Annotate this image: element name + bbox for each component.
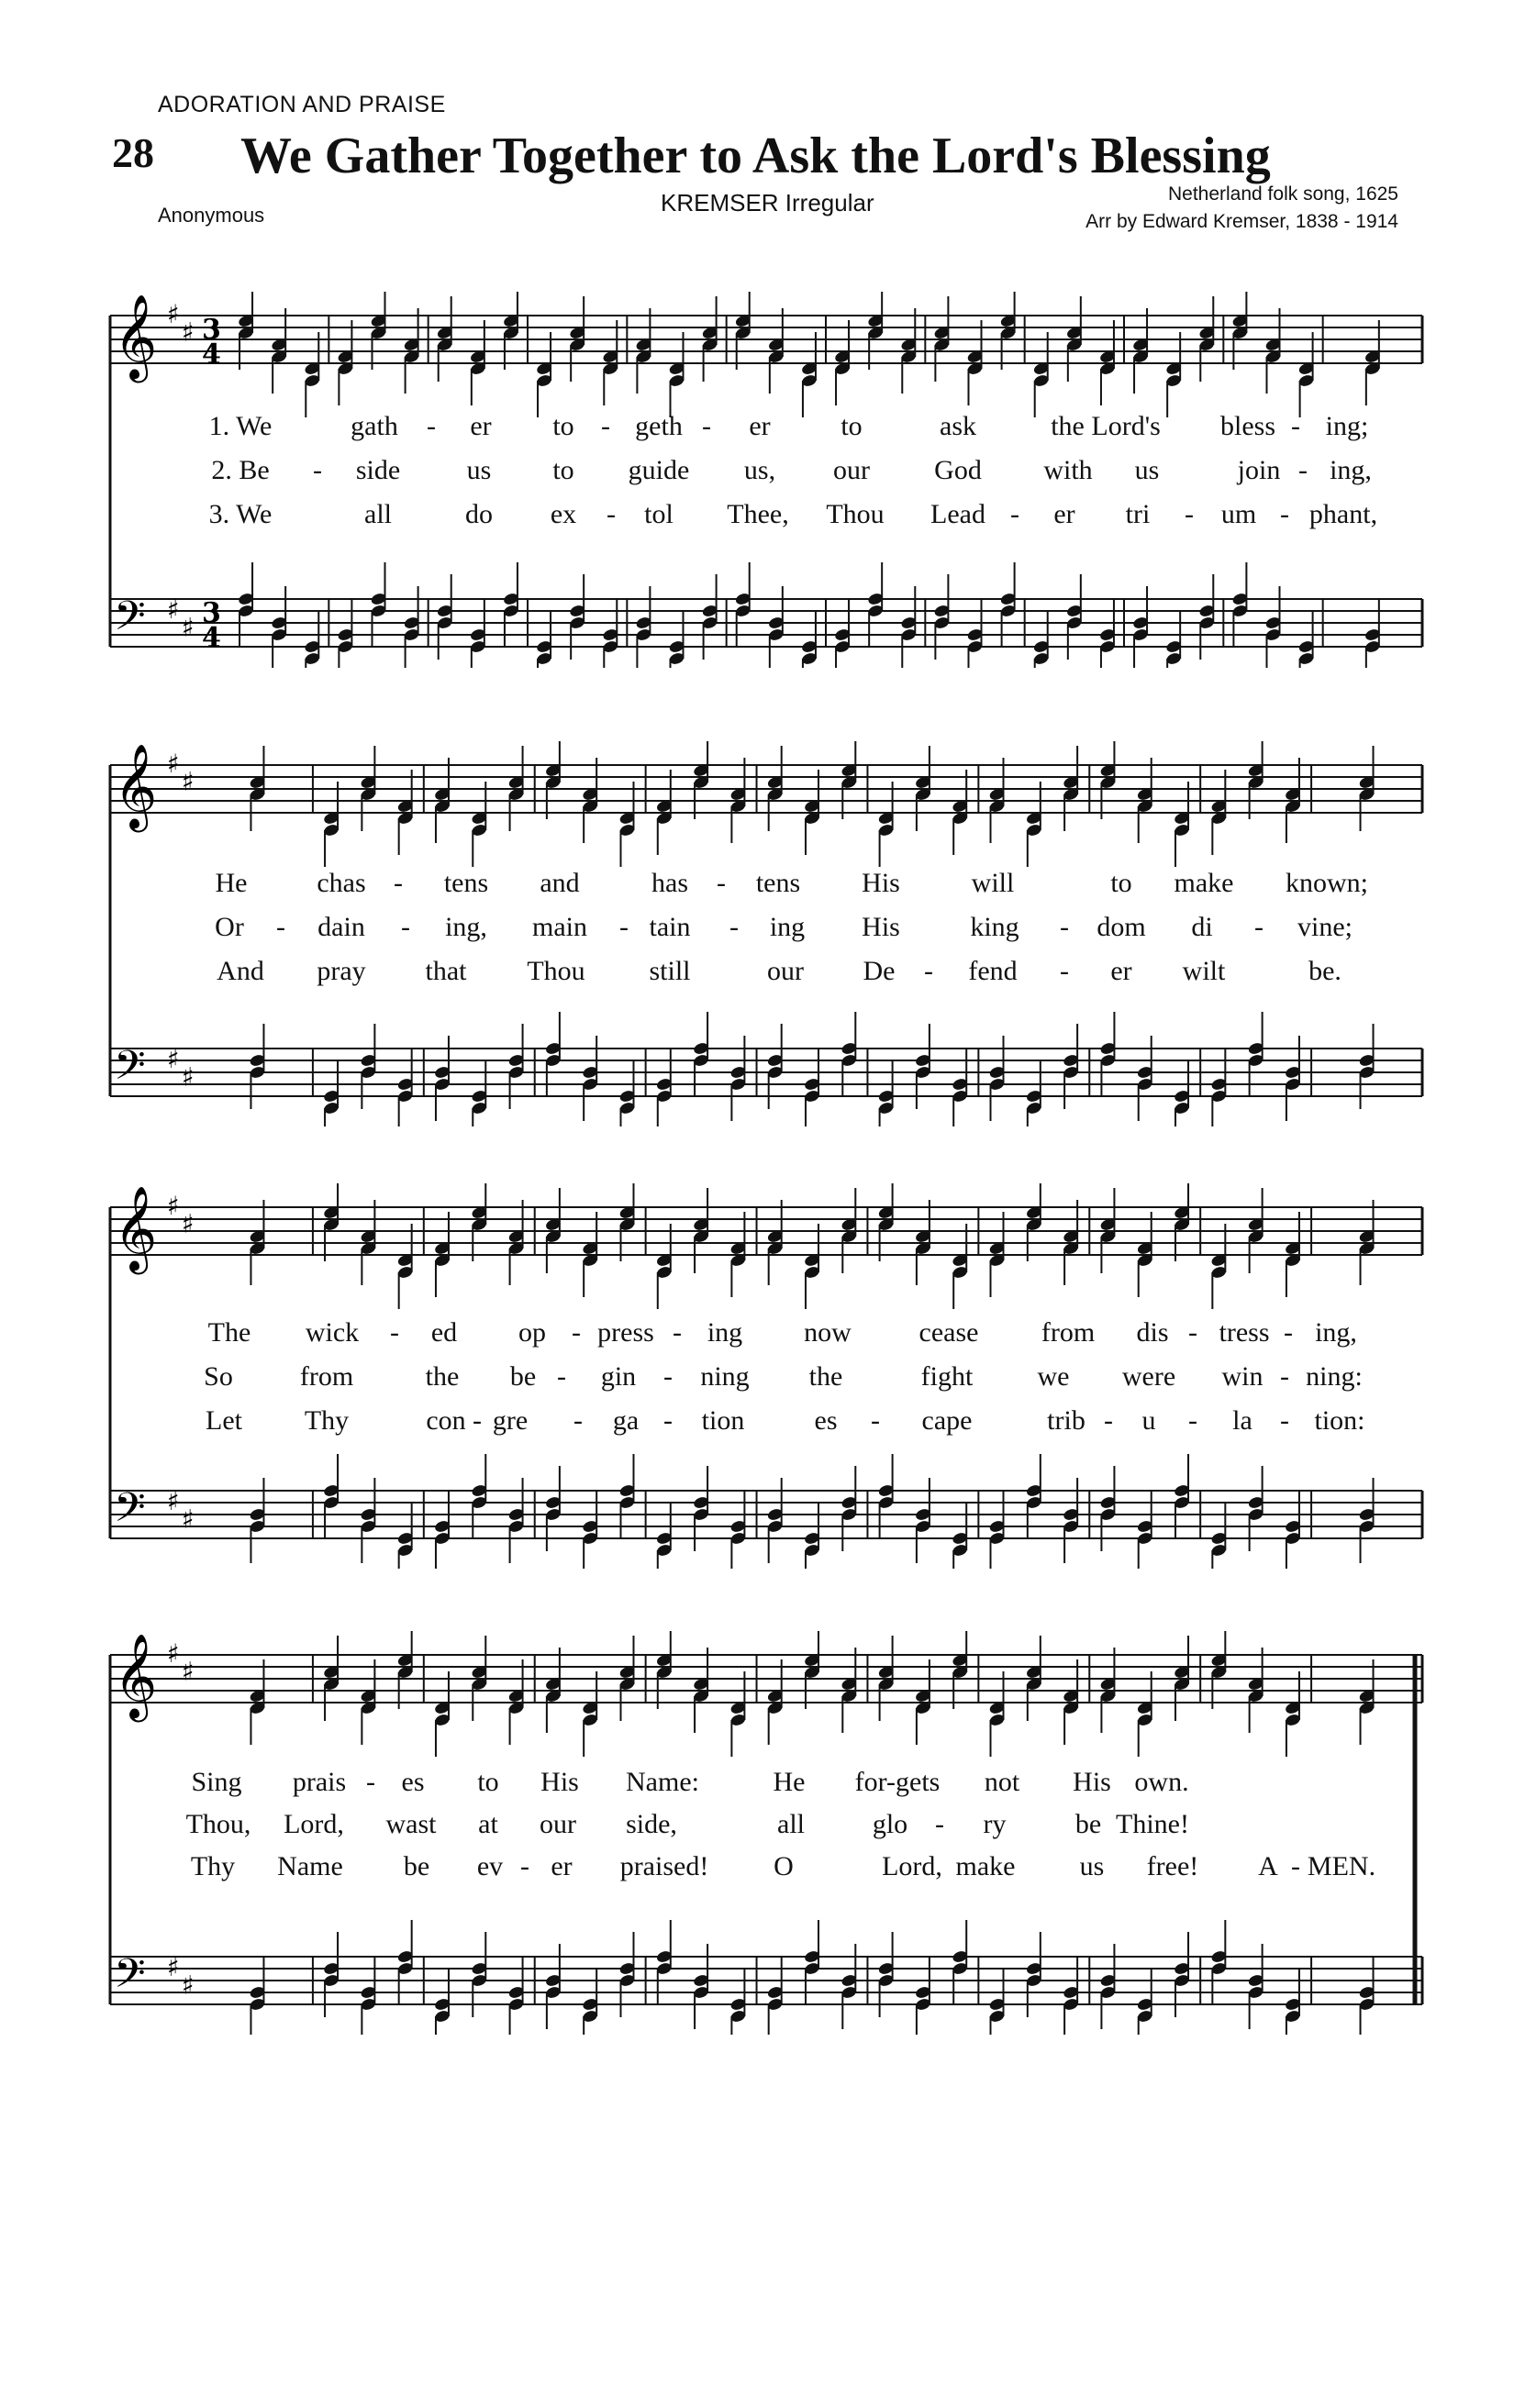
lyric-syllable: Thee,: [727, 499, 789, 529]
lyric-syllable: and: [540, 868, 580, 898]
lyric-syllable: ry: [983, 1809, 1007, 1839]
lyric-syllable: His: [862, 868, 900, 898]
lyric-syllable: -: [390, 1317, 399, 1348]
lyric-syllable: -: [1280, 1361, 1289, 1392]
lyric-syllable: be.: [1308, 956, 1341, 986]
key-sharp: ♯: [182, 316, 195, 348]
lyric-syllable: 1. We: [208, 411, 273, 441]
lyric-syllable: -: [1010, 499, 1019, 529]
lyric-syllable: gath: [351, 411, 398, 441]
lyric-syllable: trib: [1047, 1405, 1085, 1436]
lyric-syllable: -: [663, 1405, 673, 1436]
music-arranger: Arr by Edward Kremser, 1838 - 1914: [1085, 211, 1398, 232]
lyric-syllable: Thou: [826, 499, 885, 529]
lyric-syllable: vine;: [1297, 912, 1353, 942]
lyric-syllable: were: [1121, 1361, 1176, 1392]
lyric-syllable: la: [1232, 1405, 1252, 1436]
hymn-title: We Gather Together to Ask the Lord's Blessing: [240, 128, 1271, 184]
lyric-syllable: from: [1041, 1317, 1096, 1348]
lyric-syllable: Thy: [190, 1851, 236, 1881]
key-sharp: ♯: [167, 1191, 180, 1221]
bass-clef: 𝄢: [114, 592, 146, 649]
lyric-syllable: er: [1053, 499, 1075, 529]
lyric-syllable: -: [729, 912, 739, 942]
lyric-syllable: has: [651, 868, 688, 898]
key-sharp: ♯: [167, 594, 180, 625]
lyric-syllable: wick: [305, 1317, 360, 1348]
lyric-syllable: -: [401, 912, 410, 942]
section-heading: ADORATION AND PRAISE: [158, 92, 446, 117]
lyric-syllable: Thy: [304, 1405, 350, 1436]
key-sharp: ♯: [182, 1208, 195, 1239]
lyric-syllable: tion:: [1314, 1405, 1365, 1436]
lyric-syllable: pray: [317, 956, 366, 986]
lyric-syllable: us: [1079, 1851, 1105, 1881]
lyric-syllable: ing,: [1315, 1317, 1357, 1348]
lyric-syllable: join: [1237, 455, 1281, 485]
lyric-syllable: known;: [1286, 868, 1368, 898]
lyric-syllable: to: [552, 411, 574, 441]
lyric-syllable: make: [955, 1851, 1016, 1881]
lyrics-system-1: [0, 411, 1514, 585]
lyric-syllable: The: [207, 1317, 251, 1348]
key-sharp: ♯: [182, 1504, 195, 1535]
lyric-syllable: Name: [277, 1851, 343, 1881]
lyrics-system-3: [0, 1317, 1514, 1492]
key-sharp: ♯: [167, 749, 180, 779]
lyric-syllable: fight: [920, 1361, 974, 1392]
lyric-syllable: ning: [700, 1361, 750, 1392]
lyric-syllable: ing: [769, 912, 806, 942]
lyric-syllable: -: [573, 1405, 583, 1436]
lyric-syllable: God: [934, 455, 982, 485]
lyric-syllable: dom: [1097, 912, 1146, 942]
lyric-syllable: glo: [872, 1809, 908, 1839]
lyric-syllable: con: [426, 1405, 466, 1436]
lyric-syllable: Or: [215, 912, 244, 942]
lyric-syllable: MEN.: [1307, 1851, 1376, 1881]
lyric-syllable: -: [1284, 1317, 1293, 1348]
lyric-syllable: us: [466, 455, 492, 485]
lyric-syllable: chas: [317, 868, 366, 898]
key-sharp: ♯: [182, 766, 195, 797]
lyric-syllable: to: [552, 455, 574, 485]
lyric-syllable: praised!: [619, 1851, 709, 1881]
lyric-syllable: side: [355, 455, 401, 485]
lyric-syllable: make: [1174, 868, 1234, 898]
lyric-syllable: our: [767, 956, 804, 986]
lyric-syllable: ed: [430, 1317, 458, 1348]
lyric-syllable: -: [1280, 1405, 1289, 1436]
lyric-syllable: ing,: [445, 912, 487, 942]
bass-clef: 𝄢: [114, 1041, 146, 1099]
hymn-number: 28: [112, 129, 154, 176]
lyric-syllable: cape: [921, 1405, 973, 1436]
lyric-syllable: -: [1280, 499, 1289, 529]
lyric-syllable: tol: [644, 499, 674, 529]
time-sig-bottom: 4: [202, 622, 221, 654]
lyric-syllable: -: [1188, 1317, 1197, 1348]
lyric-syllable: tain: [649, 912, 691, 942]
lyric-syllable: be: [1074, 1809, 1102, 1839]
lyric-syllable: -: [673, 1317, 682, 1348]
lyric-syllable: -: [717, 868, 726, 898]
lyric-syllable: main: [532, 912, 587, 942]
lyric-syllable: Thine!: [1116, 1809, 1189, 1839]
lyric-syllable: -: [394, 868, 403, 898]
lyric-syllable: um: [1220, 499, 1257, 529]
lyric-syllable: to: [840, 411, 863, 441]
time-sig-top: 3: [202, 314, 221, 346]
hymn-author: Anonymous: [158, 204, 265, 227]
lyric-syllable: -: [663, 1361, 673, 1392]
lyric-syllable: will: [971, 868, 1015, 898]
key-sharp: ♯: [182, 1061, 195, 1093]
key-sharp: ♯: [167, 1952, 180, 1982]
time-sig-top: 3: [202, 597, 221, 629]
lyric-syllable: side,: [626, 1809, 677, 1839]
lyric-syllable: our: [540, 1809, 576, 1839]
lyric-syllable: bless: [1220, 411, 1275, 441]
music-source: Netherland folk song, 1625: [1167, 183, 1398, 205]
lyric-syllable: -: [601, 411, 610, 441]
lyric-syllable: press: [597, 1317, 654, 1348]
lyric-syllable: 2. Be: [211, 455, 270, 485]
lyric-syllable: Lead: [930, 499, 985, 529]
lyric-syllable: now: [804, 1317, 852, 1348]
lyric-syllable: tri: [1125, 499, 1151, 529]
lyric-syllable: er: [551, 1851, 573, 1881]
lyric-syllable: -: [1291, 1851, 1300, 1881]
lyric-syllable: dain: [317, 912, 365, 942]
lyric-syllable: His: [1073, 1767, 1111, 1797]
key-sharp: ♯: [182, 1970, 195, 2001]
lyric-syllable: all: [364, 499, 392, 529]
lyric-syllable: -: [276, 912, 285, 942]
lyrics-system-4: [0, 1767, 1514, 1941]
lyric-syllable: to: [1110, 868, 1132, 898]
lyric-syllable: all: [777, 1809, 805, 1839]
lyric-syllable: es: [401, 1767, 425, 1797]
lyric-syllable: ex: [550, 499, 577, 529]
lyric-syllable: free!: [1146, 1851, 1199, 1881]
lyric-syllable: -: [572, 1317, 581, 1348]
lyric-syllable: ing,: [1330, 455, 1372, 485]
lyric-syllable: for-gets: [854, 1767, 941, 1797]
lyric-syllable: -: [1060, 956, 1069, 986]
lyric-syllable: -: [924, 956, 933, 986]
lyric-syllable: tress: [1219, 1317, 1270, 1348]
lyric-syllable: Lord,: [284, 1809, 344, 1839]
lyric-syllable: De: [863, 956, 896, 986]
lyric-syllable: tens: [443, 868, 489, 898]
lyric-syllable: the: [425, 1361, 460, 1392]
tune-name: KREMSER Irregular: [661, 189, 874, 216]
lyric-syllable: He: [773, 1767, 806, 1797]
lyric-syllable: from: [299, 1361, 354, 1392]
treble-clef: 𝄞: [114, 743, 158, 828]
lyric-syllable: di: [1191, 912, 1213, 942]
lyric-syllable: be: [509, 1361, 537, 1392]
lyric-syllable: -: [427, 411, 436, 441]
key-sharp: ♯: [167, 1486, 180, 1516]
treble-clef: 𝄞: [114, 1185, 158, 1271]
lyric-syllable: -: [1188, 1405, 1197, 1436]
lyric-syllable: -: [1104, 1405, 1113, 1436]
lyric-syllable: be: [403, 1851, 430, 1881]
lyric-syllable: the Lord's: [1051, 411, 1161, 441]
lyric-syllable: king: [970, 912, 1019, 942]
lyric-syllable: O: [774, 1851, 794, 1881]
lyric-syllable: er: [1110, 956, 1132, 986]
lyric-syllable: Thou: [527, 956, 585, 986]
lyric-syllable: -: [1254, 912, 1264, 942]
lyric-syllable: wast: [385, 1809, 437, 1839]
lyric-syllable: -: [871, 1405, 880, 1436]
key-sharp: ♯: [182, 1656, 195, 1687]
lyric-syllable: -: [702, 411, 711, 441]
lyric-syllable: ning:: [1306, 1361, 1363, 1392]
lyric-syllable: dis: [1136, 1317, 1169, 1348]
lyric-syllable: So: [204, 1361, 233, 1392]
lyric-syllable: A: [1258, 1851, 1278, 1881]
lyric-syllable: win: [1221, 1361, 1264, 1392]
lyric-syllable: Thou,: [185, 1809, 251, 1839]
lyric-syllable: His: [862, 912, 900, 942]
lyric-syllable: phant,: [1308, 499, 1378, 529]
key-sharp: ♯: [167, 1638, 180, 1669]
lyric-syllable: Name:: [626, 1767, 699, 1797]
lyric-syllable: -: [1060, 912, 1069, 942]
lyric-syllable: tens: [755, 868, 801, 898]
lyric-syllable: us,: [743, 455, 776, 485]
lyric-syllable: Lord,: [882, 1851, 942, 1881]
lyric-syllable: gin: [600, 1361, 637, 1392]
lyric-syllable: ev: [476, 1851, 504, 1881]
lyric-syllable: -: [520, 1851, 529, 1881]
lyric-syllable: the: [808, 1361, 843, 1392]
treble-clef: 𝄞: [114, 294, 158, 379]
lyric-syllable: ing: [707, 1317, 743, 1348]
treble-clef: 𝄞: [114, 1633, 158, 1718]
bass-clef: 𝄢: [114, 1949, 146, 2007]
key-sharp: ♯: [167, 299, 180, 329]
lyric-syllable: tion: [701, 1405, 745, 1436]
key-sharp: ♯: [182, 612, 195, 643]
lyric-syllable: -: [1291, 411, 1300, 441]
lyric-syllable: -: [313, 455, 322, 485]
lyric-syllable: fend: [968, 956, 1018, 986]
lyric-syllable: -: [619, 912, 629, 942]
lyric-syllable: -: [366, 1767, 375, 1797]
lyric-syllable: -: [1185, 499, 1194, 529]
lyric-syllable: 3. We: [208, 499, 273, 529]
key-sharp: ♯: [167, 1044, 180, 1074]
lyric-syllable: op: [518, 1317, 546, 1348]
time-sig-bottom: 4: [202, 338, 221, 371]
lyric-syllable: u: [1141, 1405, 1156, 1436]
lyric-syllable: er: [749, 411, 771, 441]
lyric-syllable: to: [477, 1767, 499, 1797]
lyric-syllable: gre: [492, 1405, 529, 1436]
lyric-syllable: Let: [206, 1405, 242, 1436]
lyric-syllable: us: [1134, 455, 1160, 485]
bass-clef: 𝄢: [114, 1483, 146, 1541]
lyric-syllable: Sing: [191, 1767, 242, 1797]
lyric-syllable: with: [1043, 455, 1093, 485]
lyric-syllable: -: [607, 499, 616, 529]
lyric-syllable: His: [540, 1767, 579, 1797]
lyric-syllable: And: [217, 956, 264, 986]
lyric-syllable: do: [465, 499, 493, 529]
lyric-syllable: geth: [635, 411, 683, 441]
lyric-syllable: at: [478, 1809, 498, 1839]
lyric-syllable: -: [1298, 455, 1308, 485]
lyric-syllable: -: [557, 1361, 566, 1392]
lyric-syllable: ask: [940, 411, 976, 441]
lyric-syllable: He: [215, 868, 248, 898]
lyric-syllable: our: [833, 455, 870, 485]
lyric-syllable: own.: [1134, 1767, 1189, 1797]
lyric-syllable: not: [984, 1767, 1020, 1797]
lyric-syllable: we: [1037, 1361, 1070, 1392]
lyric-syllable: wilt: [1182, 956, 1226, 986]
lyric-syllable: -: [473, 1405, 482, 1436]
lyric-syllable: es: [814, 1405, 838, 1436]
lyric-syllable: ing;: [1325, 411, 1369, 441]
lyric-syllable: that: [425, 956, 467, 986]
lyric-syllable: guide: [628, 455, 690, 485]
lyric-syllable: er: [470, 411, 492, 441]
lyric-syllable: cease: [918, 1317, 979, 1348]
lyrics-system-2: [0, 868, 1514, 1042]
lyric-syllable: -: [935, 1809, 944, 1839]
lyric-syllable: still: [649, 956, 691, 986]
lyric-syllable: prais: [292, 1767, 347, 1797]
lyric-syllable: ga: [612, 1405, 640, 1436]
